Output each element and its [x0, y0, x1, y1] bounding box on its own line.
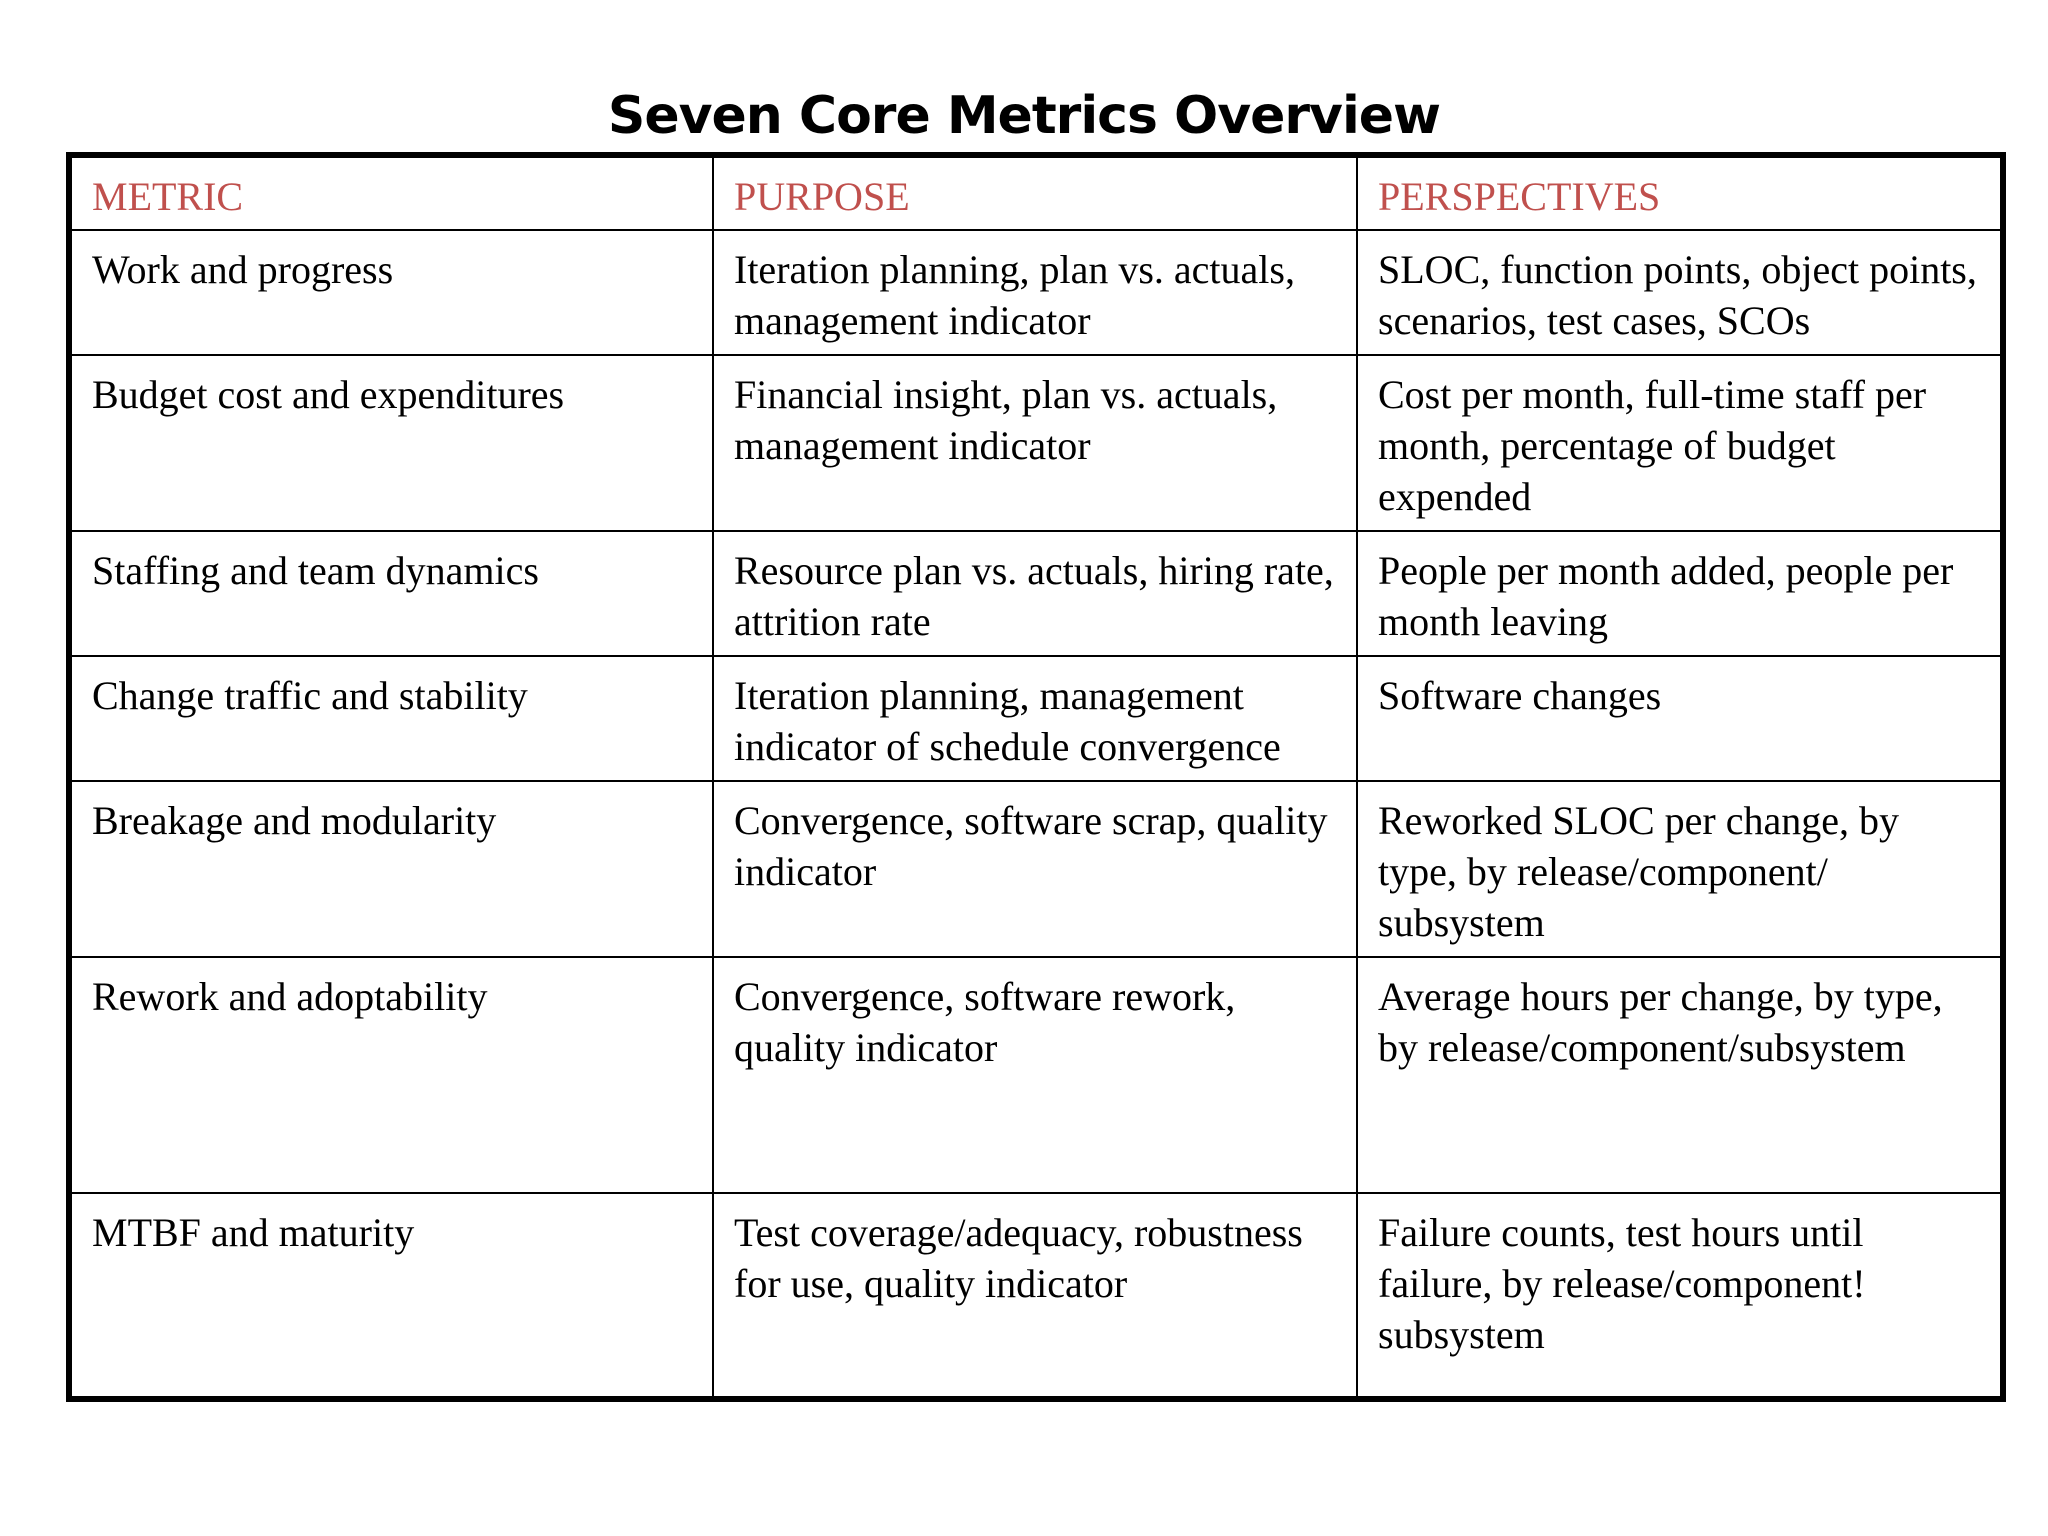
- column-header-purpose: PURPOSE: [713, 155, 1357, 230]
- page-title: Seven Core Metrics Overview: [607, 86, 1441, 146]
- table-row: [69, 230, 2003, 355]
- column-header-perspectives: PERSPECTIVES: [1357, 155, 2003, 230]
- table-row: [69, 355, 2003, 531]
- column-header-metric: METRIC: [69, 155, 713, 230]
- metric-cell: Breakage and modularity: [69, 781, 713, 957]
- perspectives-cell: Average hours per change, by type, by release/component/subsystem: [1357, 957, 2003, 1193]
- perspectives-cell: SLOC, function points, object points, scenarios, test cases, SCOs: [1357, 230, 2003, 355]
- table-row: [69, 957, 2003, 1193]
- metric-cell: Work and progress: [69, 230, 713, 355]
- perspectives-cell: People per month added, people per month leaving: [1357, 531, 2003, 656]
- purpose-cell: Iteration planning, plan vs. actuals, management indicator: [713, 230, 1357, 355]
- perspectives-cell: Failure counts, test hours until failure, by release/component! subsystem: [1357, 1193, 2003, 1399]
- purpose-cell: Test coverage/adequacy, robustness for use, quality indicator: [713, 1193, 1357, 1399]
- purpose-cell: Financial insight, plan vs. actuals, management indicator: [713, 355, 1357, 531]
- metric-cell: Budget cost and expenditures: [69, 355, 713, 531]
- perspectives-cell: Reworked SLOC per change, by type, by release/component/ subsystem: [1357, 781, 2003, 957]
- metric-cell: Rework and adoptability: [69, 957, 713, 1193]
- metric-cell: MTBF and maturity: [69, 1193, 713, 1399]
- purpose-cell: Resource plan vs. actuals, hiring rate, attrition rate: [713, 531, 1357, 656]
- table-row: [69, 1193, 2003, 1399]
- purpose-cell: Convergence, software scrap, quality indicator: [713, 781, 1357, 957]
- table-header-row: [69, 155, 2003, 230]
- perspectives-cell: Software changes: [1357, 656, 2003, 781]
- table-row: [69, 531, 2003, 656]
- purpose-cell: Iteration planning, management indicator of schedule convergence: [713, 656, 1357, 781]
- metric-cell: Change traffic and stability: [69, 656, 713, 781]
- metric-cell: Staffing and team dynamics: [69, 531, 713, 656]
- table-row: [69, 656, 2003, 781]
- metrics-table: [66, 152, 2006, 1402]
- table-row: [69, 781, 2003, 957]
- purpose-cell: Convergence, software rework, quality indicator: [713, 957, 1357, 1193]
- perspectives-cell: Cost per month, full-time staff per month, percentage of budget expended: [1357, 355, 2003, 531]
